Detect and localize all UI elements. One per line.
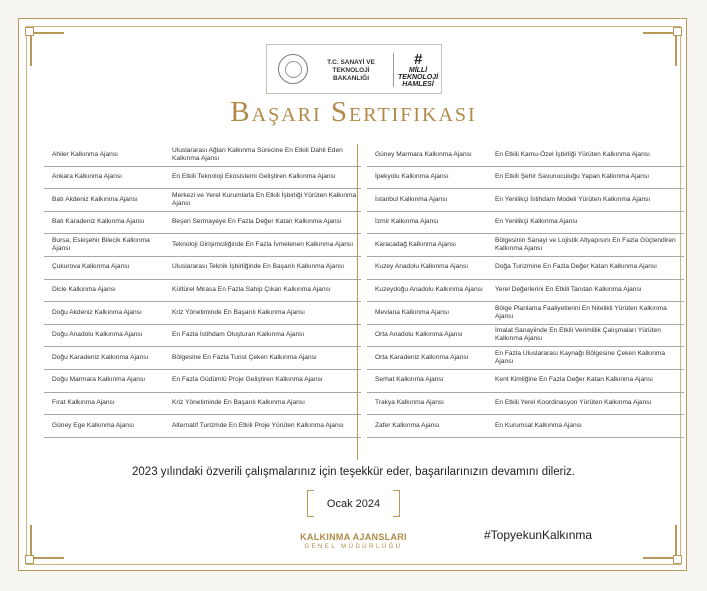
table-row (367, 144, 684, 167)
hashtag: #TopyekunKalkınma (484, 528, 593, 542)
award-cell: Uluslararası Ağları Kalkınma Sürecine En Etkili Dahil Eden Kalkınma Ajansı (172, 146, 343, 162)
agency-cell: İstanbul Kalkınma Ajansı (375, 195, 448, 203)
agency-cell: Doğu Marmara Kalkınma Ajansı (52, 376, 146, 384)
table-row (367, 370, 684, 393)
award-cell: Beşeri Sermayeye En Fazla Değer Katan Kalkınma Ajansı (172, 218, 342, 226)
agency-cell: Doğu Akdeniz Kalkınma Ajansı (52, 308, 142, 316)
award-cell: En Fazla Güdümlü Proje Geliştiren Kalkınma Ajansı (172, 376, 323, 384)
award-cell: En Kurumsal Kalkınma Ajansı (495, 421, 582, 429)
thanks-message: 2023 yılındaki özverili çalışmalarınız için teşekkür eder, başarılarınızın devamını dileriz. (132, 466, 575, 478)
column-divider (357, 144, 358, 460)
agency-cell: Ankara Kalkınma Ajansı (52, 173, 123, 181)
table-row (367, 415, 684, 438)
agency-cell: Ahiler Kalkınma Ajansı (52, 150, 118, 158)
corner-ornament-top-left (30, 32, 64, 66)
award-cell: Alternatif Turizmde En Etkili Proje Yürüten Kalkınma Ajansı (172, 421, 344, 429)
agency-cell: Batı Akdeniz Kalkınma Ajansı (52, 195, 138, 203)
agency-cell: Bursa, Eskişehir Bilecik Kalkınma Ajansı (52, 236, 150, 252)
table-row (367, 234, 684, 257)
agency-cell: İzmir Kalkınma Ajansı (375, 218, 439, 226)
milli-teknoloji-logo (398, 53, 438, 87)
table-row (367, 257, 684, 280)
agency-cell: Kuzey Anadolu Kalkınma Ajansı (375, 263, 469, 271)
table-row (367, 347, 684, 370)
corner-square-icon (25, 27, 34, 36)
agency-cell: Çukurova Kalkınma Ajansı (52, 263, 130, 271)
ministry-line1: T.C. SANAYİ VE (327, 59, 375, 66)
corner-square-icon (673, 27, 682, 36)
agency-cell: Zafer Kalkınma Ajansı (375, 421, 440, 429)
corner-ornament-bottom-right (643, 525, 677, 559)
agency-cell: Doğu Anadolu Kalkınma Ajansı (52, 331, 143, 339)
corner-ornament-top-right (643, 32, 677, 66)
award-cell: Merkezi ve Yerel Kurumlarla En Etkili İşbirliği Yürüten Kalkınma Ajansı (172, 191, 357, 207)
agency-subtitle: GENEL MÜDÜRLÜĞÜ (304, 544, 403, 550)
left-award-table (44, 144, 361, 438)
award-cell: En Etkili Teknoloji Ekosistemi Geliştiren Kalkınma Ajansı (172, 173, 336, 181)
table-row (44, 280, 361, 303)
award-cell: Doğa Turizmine En Fazla Değer Katan Kalkınma Ajansı (495, 263, 657, 271)
certificate-title: Başarı Sertifikası (230, 96, 477, 128)
table-row (44, 234, 361, 257)
table-row (367, 302, 684, 325)
agency-cell: Orta Karadeniz Kalkınma Ajansı (375, 353, 469, 361)
table-row (367, 167, 684, 190)
award-cell: Uluslararası Teknik İşbirliğinde En Başarılı Kalkınma Ajansı (172, 263, 345, 271)
logo-line1: MİLLİ (408, 67, 428, 74)
award-cell: Teknoloji Girişimciliğinde En Fazla İvmelenen Kalkınma Ajansı (172, 240, 354, 248)
award-cell: Bölgesinin Sanayi ve Lojistik Altyapısını En Fazla Güçlendiren Kalkınma Ajansı (495, 236, 676, 252)
agency-cell: Doğu Karadeniz Kalkınma Ajansı (52, 353, 149, 361)
award-cell: En Etkili Kamu-Özel İşbirliği Yürüten Kalkınma Ajansı (495, 150, 650, 158)
logo-hash: # (413, 51, 423, 68)
table-row (367, 325, 684, 348)
award-cell: Kent Kimliğine En Fazla Değer Katan Kalkınma Ajansı (495, 376, 653, 384)
table-row (44, 347, 361, 370)
award-cell: Kriz Yönetiminde En Başarılı Kalkınma Ajansı (172, 399, 305, 407)
table-row (44, 212, 361, 235)
corner-ornament-bottom-left (30, 525, 64, 559)
table-row (44, 370, 361, 393)
agency-name: KALKINMA AJANSLARI (300, 532, 407, 542)
agency-cell: Güney Marmara Kalkınma Ajansı (375, 150, 472, 158)
agency-cell: İpekyolu Kalkınma Ajansı (375, 173, 449, 181)
date-box (307, 490, 400, 517)
table-row (44, 167, 361, 190)
corner-square-icon (673, 555, 682, 564)
agency-cell: Serhat Kalkınma Ajansı (375, 376, 444, 384)
agency-cell: Kuzeydoğu Anadolu Kalkınma Ajansı (375, 286, 483, 294)
table-row (367, 212, 684, 235)
award-cell: Kültürel Mirasa En Fazla Sahip Çıkan Kalkınma Ajansı (172, 286, 331, 294)
right-award-table (367, 144, 684, 438)
ministry-name (315, 59, 387, 83)
logo-line3: HAMLESİ (402, 81, 434, 88)
agency-cell: Mevlana Kalkınma Ajansı (375, 308, 450, 316)
agency-cell: Batı Karadeniz Kalkınma Ajansı (52, 218, 145, 226)
agency-cell: Dicle Kalkınma Ajansı (52, 286, 116, 294)
table-row (44, 144, 361, 167)
agency-cell: Orta Anadolu Kalkınma Ajansı (375, 331, 463, 339)
agency-cell: Trakya Kalkınma Ajansı (375, 399, 445, 407)
header-divider (393, 53, 394, 87)
award-cell: En Yenilikçi İstihdam Modeli Yürüten Kalkınma Ajansı (495, 195, 651, 203)
table-row (367, 393, 684, 416)
header-logos (266, 44, 442, 94)
table-row (44, 393, 361, 416)
ministry-line2: TEKNOLOJİ BAKANLIĞI (332, 67, 370, 82)
corner-square-icon (25, 555, 34, 564)
award-cell: Bölgesine En Fazla Turist Çeken Kalkınma Ajansı (172, 353, 317, 361)
date-text: Ocak 2024 (326, 497, 381, 510)
agency-cell: Karacadağ Kalkınma Ajansı (375, 240, 457, 248)
award-cell: En Fazla İstihdam Oluşturan Kalkınma Ajansı (172, 331, 305, 339)
table-row (44, 325, 361, 348)
award-cell: En Etkili Yerel Koordinasyon Yürüten Kalkınma Ajansı (495, 399, 652, 407)
table-row (44, 302, 361, 325)
table-row (44, 257, 361, 280)
award-cell: En Fazla Uluslararası Kaynağı Bölgesine Çeken Kalkınma Ajansı (495, 349, 666, 365)
ministry-seal-icon (278, 54, 308, 84)
table-row (44, 189, 361, 212)
award-cell: Bölge Planlama Faaliyetlerini En Nitelikli Yürüten Kalkınma Ajansı (495, 304, 667, 320)
agency-cell: Fırat Kalkınma Ajansı (52, 399, 115, 407)
logo-line2: TEKNOLOJİ (398, 74, 439, 81)
table-row (367, 280, 684, 303)
table-row (367, 189, 684, 212)
award-cell: İmalat Sanayiinde En Etkili Verimlilik Çalışmaları Yürüten Kalkınma Ajansı (495, 327, 661, 343)
table-row (44, 415, 361, 438)
award-cell: En Etkili Şehir Savunuculuğu Yapan Kalkınma Ajansı (495, 173, 650, 181)
award-cell: Yerel Değerlerini En Etkili Tanıtan Kalkınma Ajansı (495, 286, 642, 294)
agency-cell: Güney Ege Kalkınma Ajansı (52, 421, 135, 429)
award-cell: Kriz Yönetiminde En Başarılı Kalkınma Ajansı (172, 308, 305, 316)
award-cell: En Yenilikçi Kalkınma Ajansı (495, 218, 578, 226)
